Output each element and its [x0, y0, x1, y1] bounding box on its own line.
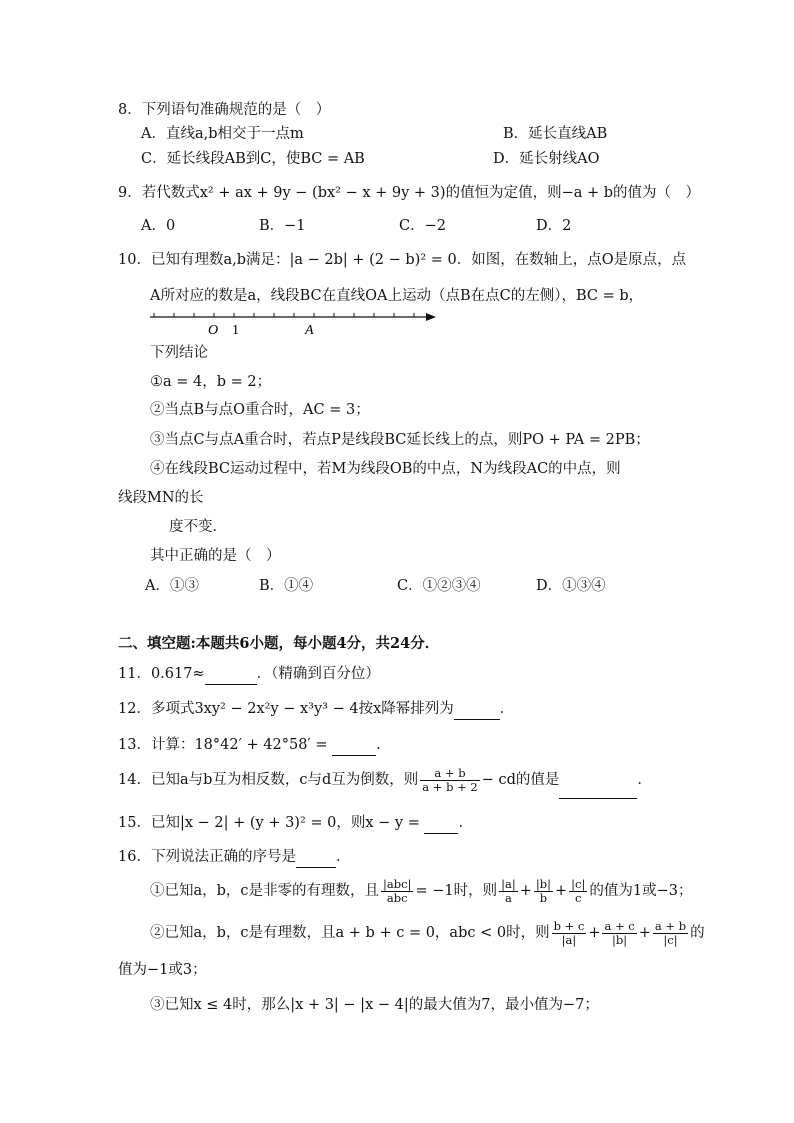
q9-option-b: B．−1	[259, 218, 306, 234]
q12-tail: ．	[499, 701, 515, 717]
q10-lead: 下列结论	[150, 345, 208, 361]
q11-tail: ．（精确到百分位）	[256, 666, 380, 682]
q14-fraction	[420, 767, 479, 794]
section-2-heading: 二、填空题:本题共6小题，每小题4分，共24分．	[118, 635, 440, 652]
q10-statement-4: ④在线段BC运动过程中，若M为线段OB的中点，N为线段AC的中点，则	[150, 461, 621, 477]
q12-blank	[454, 699, 500, 720]
axis-label-a: A	[305, 323, 314, 338]
q16-item-1-den: abc	[386, 890, 408, 905]
q10-option-a: A．①③	[145, 578, 199, 594]
q16-tail: ．	[335, 849, 351, 865]
q15	[118, 813, 473, 834]
q14-numerator: a + b	[420, 767, 479, 781]
q8-option-b: B．延长直线AB	[503, 126, 608, 142]
frac-3-den: |c|	[663, 932, 678, 947]
q10-statement-4-end: 度不变．	[169, 519, 227, 535]
q16-item-1-frac-b	[534, 878, 553, 905]
frac-1-den: |a|	[561, 932, 577, 947]
q8-stem: 8．下列语句准确规范的是（ ）	[118, 102, 331, 118]
q10-statement-4-cont: 线段MN的长	[118, 490, 204, 506]
q9-option-a: A．0	[141, 218, 176, 234]
q15-tail: ．	[458, 815, 473, 831]
q16-item-3: ③已知x ≤ 4时，那么|x + 3| − |x − 4|的最大值为7，最小值为−7；	[150, 997, 599, 1013]
q16-item-1-fraction	[381, 878, 413, 905]
axis-label-o: O	[208, 323, 219, 338]
q16	[118, 847, 350, 868]
q16-blank	[296, 847, 336, 868]
q16-item-1-text: ①已知a，b，c是非零的有理数，且	[150, 883, 380, 899]
q14	[118, 762, 652, 799]
q13-blank	[332, 735, 376, 756]
q11	[118, 664, 380, 685]
q16-item-2-tail: 的	[690, 925, 705, 941]
q8-option-d: D．延长射线AO	[493, 151, 600, 167]
frac-a-num: |a|	[501, 876, 516, 891]
q10-option-c: C．①②③④	[397, 578, 481, 594]
q15-text: 15．已知|x − 2| + (y + 3)² = 0，则x − y =	[118, 815, 425, 831]
frac-b-den: b	[539, 890, 548, 905]
q13-tail: ．	[376, 737, 391, 753]
frac-c-num: |c|	[571, 876, 586, 891]
q12-text: 12．多项式3xy² − 2x²y − x³y³ − 4按x降幂排列为	[118, 701, 454, 717]
q16-item-1-mid: = −1时，则	[415, 883, 498, 899]
frac-2-num: a + c	[604, 918, 635, 933]
number-line-arrow	[426, 313, 436, 321]
q16-item-1-frac-c	[569, 878, 587, 905]
q16-item-1-frac-a	[499, 878, 518, 905]
q9-option-c: C．−2	[399, 218, 446, 234]
q16-text: 16．下列说法正确的序号是	[118, 849, 296, 865]
q16-item-2-cont: 值为−1或3；	[118, 962, 207, 978]
q14-blank	[559, 762, 637, 799]
q10-stem-line2: A所对应的数是a，线段BC在直线OA上运动（点B在点C的左侧），BC = b，	[150, 288, 644, 304]
q14-text: 14．已知a与b互为相反数，c与d互为倒数，则	[118, 772, 419, 788]
q16-item-2: ②已知a，b，c是有理数，且a + b + c = 0，abc < 0时，则 $\frac{b + c}{|a|}$ + $\frac{a + c}{|b|}$ + $\frac{a + b}{|c|}$ 的	[150, 918, 705, 947]
q15-blank	[424, 813, 458, 834]
q9-option-d: D．2	[536, 218, 572, 234]
q10-option-b: B．①④	[259, 578, 314, 594]
q10-stem: 10．已知有理数a,b满足：|a − 2b| + (2 − b)² = 0．如图，在数轴上，点O是原点，点	[118, 252, 687, 268]
q12	[118, 699, 514, 720]
q16-item-2-frac-3	[653, 920, 688, 947]
q16-item-2-text: ②已知a，b，c是有理数，且a + b + c = 0，abc < 0时，则	[150, 925, 550, 941]
q10-statement-3: ③当点C与点A重合时，若点P是线段BC延长线上的点，则PO + PA = 2PB；	[150, 432, 650, 448]
q10-statement-2: ②当点B与点O重合时，AC = 3；	[150, 402, 370, 418]
frac-a-den: a	[504, 890, 512, 905]
q16-item-2-frac-1	[552, 920, 587, 947]
frac-1-num: b + c	[553, 918, 585, 933]
q10-statement-1: ①a = 4，b = 2；	[150, 374, 272, 390]
axis-label-one: 1	[232, 323, 239, 338]
q10-ask: 其中正确的是（ ）	[150, 548, 281, 564]
q8-option-c: C．延长线段AB到C，使BC = AB	[141, 151, 365, 167]
q16-item-2-frac-2	[602, 920, 636, 947]
q16-item-1: ①已知a，b，c是非零的有理数，且 $\frac{\text{|abc|}}{\text{abc}}$ = −1时，则 $\frac{|a|}{a}$ + $\frac{|b|}{b}$ + $\frac{|c|}{c}$ 的值为1或−3；	[150, 876, 693, 905]
q16-item-1-num: |abc|	[383, 876, 412, 891]
q16-item-1-tail: 的值为1或−3；	[589, 883, 693, 899]
q11-blank	[205, 664, 257, 685]
frac-2-den: |b|	[612, 932, 628, 947]
q13-text: 13．计算：18°42′ + 42°58′ =	[118, 737, 333, 753]
q13	[118, 735, 391, 756]
q10-option-d: D．①③④	[536, 578, 606, 594]
q11-text: 11．0.617≈	[118, 666, 205, 682]
q8-option-a: A．直线a,b相交于一点m	[141, 126, 304, 142]
frac-b-num: |b|	[535, 876, 551, 891]
q14-denominator: a + b + 2	[422, 779, 478, 794]
q9-stem: 9．若代数式x² + ax + 9y − (bx² − x + 9y + 3)的值恒为定值，则−a + b的值为（ ）	[118, 185, 701, 201]
q14-mid: − cd的值是	[481, 772, 560, 788]
q14-tail: ．	[637, 772, 652, 788]
frac-3-num: a + b	[654, 918, 687, 933]
number-line	[150, 306, 450, 340]
frac-c-den: c	[575, 890, 582, 905]
